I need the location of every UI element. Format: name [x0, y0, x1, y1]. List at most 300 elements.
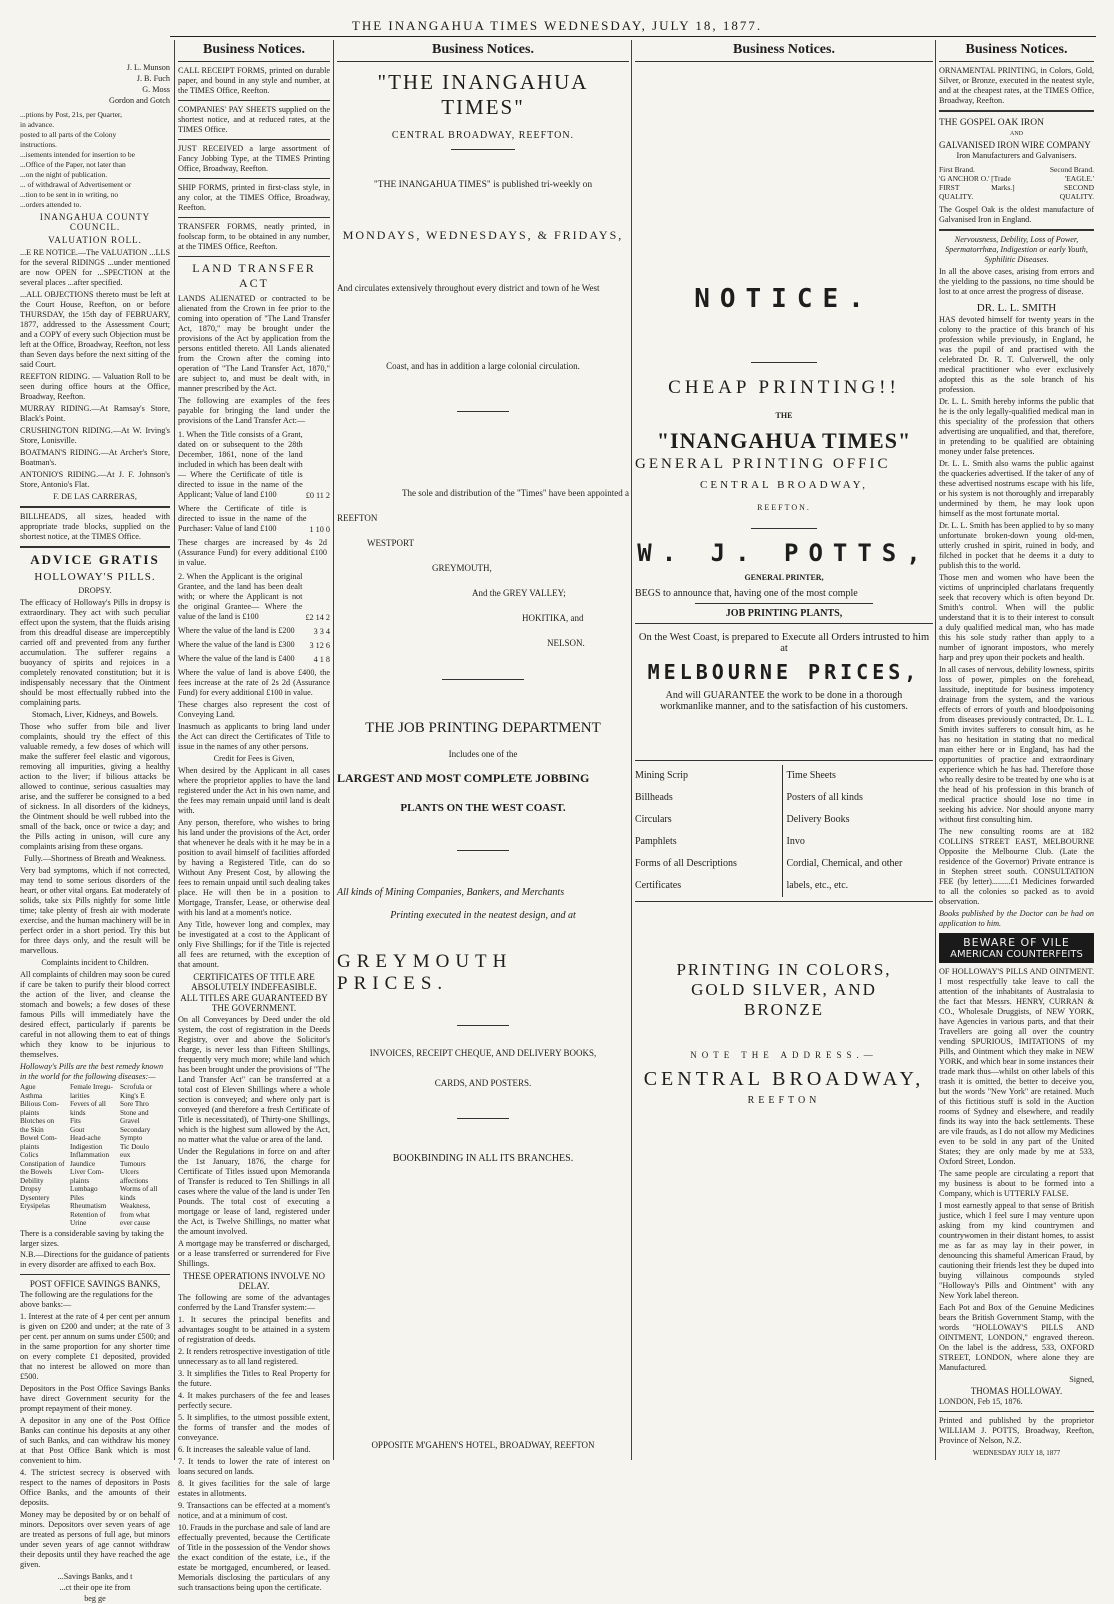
terms-line: in advance.: [20, 120, 55, 129]
disease-cell: Gout: [70, 1125, 85, 1134]
divider: [457, 411, 510, 412]
land-text: LANDS ALIENATED or contracted to be alienated from the Crown in fee prior to the coming into operation of "The Land Transfer Act, 1870," may be brought under the provisions of the Act by application from the persons entitled thereto. All Lands alienated from the Crown after the coming into operation of "The Land Transfer Act, 1870," are subject to, and must be dealt with, in manner prescribed by the Act.: [178, 294, 330, 393]
product-item: Invo: [786, 836, 805, 847]
product-item: Mining Scrip: [635, 770, 689, 781]
disease-cell: King's E: [120, 1091, 145, 1100]
col1-footer: [20, 1572, 170, 1604]
beware-line-1: BEWARE OF VILE: [963, 936, 1070, 949]
masthead: [0, 0, 1114, 40]
disease-cell: Asthma: [20, 1091, 43, 1100]
riding-line: CRUSHINGTON RIDING.—At W. Irving's Store, Lonisville.: [20, 426, 170, 445]
each-pot-text: Each Pot and Box of the Genuine Medicines bears the British Government Stamp, with the words "HOLLOWAY'S PILLS AND OINTMENT, LONDON," engraved thereon. On the label is the address, 533, OXFORD STREET, LONDON, where alone they are Manufactured.: [939, 1303, 1094, 1372]
fee-description: Where the value of the land is £300: [178, 640, 295, 649]
under-text: Under the Regulations in force on and after the 1st January, 1876, the charge for Certificate of Titles issued upon Memoranda of Transfer is reduced to Ten Shillings in all cases where the value of the land is under Ten Pounds. The total cost of executing a mortgage or lease of land, registered under the Act, is Twelve Shillings, no matter what the amount involved.: [178, 1147, 330, 1236]
brand-left-line: 'G ANCHOR O.': [939, 174, 990, 183]
disease-row: [20, 1109, 170, 1118]
product-item: Certificates: [635, 880, 682, 891]
gospel-oak-and: AND: [1010, 131, 1023, 137]
disease-cell: Ulcers: [120, 1168, 139, 1176]
the-text: THE: [775, 411, 793, 420]
agent-line: WESTPORT: [367, 538, 414, 548]
cert-title: CERTIFICATES OF TITLE ARE ABSOLUTELY INDEFEASIBLE.: [191, 972, 317, 992]
footer-line: ...Savings Banks, and t: [57, 1571, 133, 1581]
posb-text: The following are the regulations for the above banks:—: [20, 1289, 153, 1309]
fee-row: [178, 502, 330, 536]
disease-row: [20, 1143, 170, 1152]
divider: [20, 506, 170, 508]
disease-cell: Dysentery: [20, 1193, 50, 1202]
disease-cell: plaints: [20, 1142, 40, 1151]
disease-cell: Retention of: [70, 1210, 106, 1219]
wednesday-date: WEDNESDAY JULY 18, 1877: [972, 1449, 1061, 1457]
business-notices-header: Business Notices.: [178, 40, 330, 62]
brand-left-line: First Brand.: [939, 165, 975, 174]
trade-marks: [939, 165, 1094, 201]
disease-cell: Bilious Com-: [20, 1100, 59, 1108]
disease-cell: Liver Com-: [70, 1168, 104, 1176]
posb-list: [20, 1312, 170, 1570]
business-notices-header: Business Notices.: [635, 40, 933, 62]
advantage-item: 9. Transactions can be effected at a moment's notice, and at a minimum of cost.: [178, 1501, 330, 1520]
dr-smith-p4: Dr. L. L. Smith has been applied to by so many unfortunate broken-down young old-men, utterly crushed in spirit, ruined in body, and filched in pocket that he deems it a duty to publish this to the world.: [939, 521, 1094, 570]
divider: [178, 256, 330, 257]
column-rule: [631, 40, 632, 1460]
holloway-counterfeit-text: OF HOLLOWAY'S PILLS AND OINTMENT. I most respectfully take leave to call the attention of the inhabitants of Australasia to the fact that Messrs. HENRY, CURRAN & CO., Wholesale Druggists, of NEW YORK, have Agencies in various parts, and that their Travellers are going all over the country vending SPURIOUS, IMITATIONS of my Pills, and Ointment which they make in NEW YORK, and which bear in some instances their trade mark thus—whilst on other labels of this trash it is omitted, the better to deceive you, but the words "New York" are retained. Much of this fictitious stuff is sold in the Auction rooms of Sydney and elsewhere, and readily finds its way into the back settlements. These are vile frauds, as I do not allow my Medicines even to be sold in any part of the United States; they are only made by me at 533, Oxford Street, London.: [939, 967, 1094, 1166]
invoices-text: INVOICES, RECEIPT CHEQUE, AND DELIVERY BOOKS,: [369, 1048, 597, 1058]
bookbinding-text: BOOKBINDING IN ALL ITS BRANCHES.: [392, 1153, 574, 1164]
stomach-text: Those who suffer from bile and liver complaints, should try the effect of this valuable remedy, a few doses of which will make the sufferer feel elastic and vigorous, removing all impurities, giving a healthy action to the liver; if bilious attacks be allowed to continue, serious casualties may arise, and the sufferer be consigned to a bed of sickness. In all disorders of the kidneys, the Ointment should be well rubbed into the small of the back, once or twice a day; and the Pills acting in unison, will cure any complaints arising from these organs.: [20, 722, 170, 851]
disease-cell: Debility: [20, 1176, 44, 1185]
gospel-oak-3: Iron Manufacturers and Galvanisers.: [956, 151, 1077, 160]
disease-cell: eux: [120, 1151, 131, 1159]
terms-line: ...orders attended to.: [20, 200, 82, 209]
disease-cell: Fevers of all: [70, 1100, 106, 1108]
fee-row: [178, 570, 330, 624]
fee-row: [178, 652, 330, 666]
advantage-item: 6. It increases the saleable value of land.: [178, 1445, 311, 1454]
reefton-2: REEFTON: [747, 1095, 821, 1106]
divider: [20, 1274, 170, 1275]
any-title-text: Any Title, however long and complex, may be investigated at a cost to the Applicant of only Five Shillings; for if the Title is rejected all fees are returned, with the exception of that amount.: [178, 920, 330, 969]
gospel-oak-text: The Gospel Oak is the oldest manufacture of Galvanised Iron in England.: [939, 205, 1094, 224]
agent-line: REEFTON: [337, 513, 378, 523]
inangahua-times-title: "INANGAHUA TIMES": [656, 428, 912, 453]
product-list-right: [783, 765, 934, 897]
disease-cell: Blotches on: [20, 1117, 55, 1125]
fee-description: 1. When the Title consists of a Grant, dated on or subsequent to the 28th December, 1861, none of the land included in which has been dealt with— Where the Certificate of title is directed to issue in the name of the Applicant; Value of land £100: [178, 430, 303, 499]
nb-text: N.B.—Directions for the guidance of patients in every disorder are affixed to each Box.: [20, 1249, 170, 1269]
riding-line: MURRAY RIDING.—At Ramsay's Store, Black's Point.: [20, 404, 170, 423]
dr-smith-title: DR. L. L. SMITH: [976, 302, 1057, 314]
terms-line: posted to all parts of the Colony: [20, 130, 117, 139]
brand-right-line: 'EAGLE.': [1064, 174, 1094, 183]
call-receipt-ad: CALL RECEIPT FORMS, printed on durable paper, and bound in any style and number, at the TIMES Office, Reefton.: [178, 66, 330, 95]
mortgage-text: A mortgage may be transferred or discharged, or a lease transferred or surrendered for Five Shillings.: [178, 1239, 330, 1268]
diseases-table: [20, 1083, 170, 1228]
begs-text: BEGS to announce that, having one of the most comple: [635, 588, 858, 599]
gospel-oak-1: THE GOSPEL OAK IRON: [939, 118, 1044, 128]
fee-amount: 1 10 0: [309, 525, 330, 534]
operations-title: THESE OPERATIONS INVOLVE NO DELAY.: [183, 1271, 325, 1291]
companies-ad: COMPANIES' PAY SHEETS supplied on the shortest notice, and at reduced rates, at the TIMES Office.: [178, 105, 330, 134]
terms-line: ...tion to be sent in in writing, no: [20, 190, 119, 199]
dr-smith-p2: Dr. L. L. Smith hereby informs the public that he is the only legally-qualified medical man in this speciality of the profession that others advertising are unqualified, and that, therefore, in pretending to be qualified are obtaining money under false pretences.: [939, 397, 1094, 456]
fee-row: [178, 536, 330, 570]
divider: [939, 1411, 1094, 1412]
general-printing: GENERAL PRINTING OFFIC: [635, 456, 891, 472]
disease-cell: Dropsy: [20, 1185, 42, 1193]
fee-description: Where the value of the land is £400: [178, 654, 295, 663]
disease-cell: plaints: [20, 1108, 40, 1117]
disease-cell: kinds: [70, 1108, 86, 1117]
riding-line: REEFTON RIDING. — Valuation Roll to be seen during office hours at the Office, Broadway, Reefton.: [20, 372, 170, 401]
dropsy-heading: DROPSY.: [78, 586, 112, 595]
nervous-text: In all the above cases, arising from errors and the yielding to the passions, no time should be lost to at once arrest the progress of disease.: [939, 267, 1094, 296]
guarantee-text: And will GUARANTEE the work to be done in a thorough workmanlike manner, and to the satisfaction of his customers.: [660, 690, 908, 712]
divider: [635, 901, 933, 902]
agent-line: GREYMOUTH,: [432, 563, 492, 573]
billheads-ad: BILLHEADS, all sizes, headed with appropriate trade blocks, supplied on the shortest notice, at the TIMES Office.: [20, 512, 170, 541]
fee-amount: 3 3 4: [313, 627, 330, 636]
staff-line: J. L. Munson: [126, 63, 170, 72]
melbourne-prices: MELBOURNE PRICES,: [647, 660, 921, 684]
credit-text: When desired by the Applicant in all cases where the proprietor applies to have the land registered under the Act in his own name, and the fees may remain unpaid until land is dealt with.: [178, 766, 330, 815]
terms-line: ...isements intended for insertion to be: [20, 150, 135, 159]
dr-smith-p8: Books published by the Doctor can be had on application to him.: [939, 909, 1094, 928]
product-item: Billheads: [635, 792, 673, 803]
fee-row: [178, 638, 330, 652]
disease-row: [20, 1117, 170, 1126]
printing-colors: PRINTING IN COLORS, GOLD SILVER, AND BRONZE: [676, 960, 892, 1019]
plants-text: PLANTS ON THE WEST COAST.: [400, 802, 566, 814]
complaints-text: All complaints of children may soon be cured if care be taken to purify their blood correct the action of the liver, and cleanse the stomach and bowels; a few doses of these famous Pills will immediately have the desired effect, particularly if parents be careful in not allowing them to eat of things which they know to be injurious to themselves.: [20, 970, 170, 1059]
greymouth-prices: GREYMOUTH PRICES.: [337, 951, 513, 994]
disease-cell: Rheumatism: [70, 1202, 107, 1210]
notice-title: NOTICE.: [694, 284, 874, 314]
disease-row: [20, 1160, 170, 1169]
disease-row: [20, 1219, 170, 1228]
gospel-oak-2: GALVANISED IRON WIRE COMPANY: [939, 140, 1091, 150]
disease-cell: Ague: [20, 1083, 36, 1091]
disease-cell: Stone and: [120, 1108, 149, 1117]
column-4: [635, 40, 933, 1460]
all-kinds-text: All kinds of Mining Companies, Bankers, and Merchants: [337, 887, 565, 898]
central-broadway: CENTRAL BROADWAY,: [700, 479, 868, 491]
product-item: Forms of all Descriptions: [635, 858, 737, 869]
disease-row: [20, 1126, 170, 1135]
product-item: Circulars: [635, 814, 672, 825]
disease-cell: Head-ache: [70, 1134, 101, 1142]
product-lists: [635, 765, 933, 897]
agent-line: HOKITIKA, and: [522, 613, 584, 623]
advantages-list: [178, 1315, 330, 1593]
disease-cell: Constipation of: [20, 1159, 65, 1168]
fee-description: Where the Certificate of title is directed to issue in the name of the Purchaser: Value of land £100: [178, 504, 307, 533]
disease-cell: from what: [120, 1210, 150, 1219]
column-rule: [935, 40, 936, 1460]
central-broadway-2: CENTRAL BROADWAY,: [643, 1068, 925, 1090]
inasmuch-text: Inasmuch as applicants to bring land under the Act can direct the Certificates of Title to issue in the names of any other persons.: [178, 722, 330, 751]
business-notices-header: Business Notices.: [939, 40, 1094, 62]
riding-line: BOATMAN'S RIDING.—At Archer's Store, Boatman's.: [20, 448, 170, 467]
fully-heading: Fully.—Shortness of Breath and Weakness.: [24, 854, 166, 863]
column-3: [337, 40, 629, 1460]
holloway-signature: THOMAS HOLLOWAY.: [970, 1386, 1063, 1396]
disease-cell: Secondary: [120, 1125, 151, 1134]
disease-row: [20, 1211, 170, 1220]
guaranteed-title: ALL TITLES ARE GUARANTEED BY THE GOVERNMENT.: [180, 993, 328, 1013]
disease-row: [20, 1083, 170, 1092]
posb-item: Money may be deposited by or on behalf of minors. Depositors over seven years of age are treated as persons of full age, but minors under seven years of age cannot withdraw their deposits until they have reached the age given.: [20, 1509, 170, 1569]
printed-by-text: Printed and published by the proprietor WILLIAM J. POTTS, Broadway, Reefton, Province of Nelson, N.Z.: [939, 1416, 1094, 1445]
divider: [751, 528, 817, 529]
divider: [635, 760, 933, 761]
includes-text: Includes one of the: [448, 749, 518, 759]
dr-smith-p5: Those men and women who have been the victims of unprincipled charlatans frequently seek that recovery which is often beyond Dr. Smith's control. When will the public understand that it is to their interest to consult a duly qualified medical man, who has made this his sole study rather than apply to a number of ignorant impostors, who merely harp and prey upon their pockets and health.: [939, 573, 1094, 662]
advantage-item: 5. It simplifies, to the utmost possible extent, the forms of transfer and the modes of conveyance.: [178, 1413, 330, 1442]
column-5: [939, 40, 1094, 1460]
agent-line: And the GREY VALLEY;: [472, 588, 566, 598]
fully-text: Very bad symptoms, which if not corrected, may tend to some serious disorders of the heart, or other vital organs. Eat moderately of solids, take six Pills nightly for some little time; take plenty of fresh air with moderate exercise, and the human machinery will be in perfect order in a short period. Try this but for three days only, and the result will be marvellous.: [20, 866, 170, 955]
trade-marks-label: [Trade Marks.]: [991, 174, 1015, 192]
advantage-item: 4. It makes purchasers of the fee and leases perfectly secure.: [178, 1391, 330, 1410]
cheap-printing: CHEAP PRINTING!!: [668, 377, 900, 398]
valuation-text: ...E RE NOTICE.—The VALUATION ...LLS for the several RIDINGS ...under mentioned are now OPEN for ...SPECTION at the several places ...after specified.: [20, 248, 170, 287]
divider: [457, 1118, 510, 1119]
divider: [457, 1025, 510, 1026]
brand-right-line: SECOND QUALITY.: [1059, 183, 1094, 201]
objections-text: ...ALL OBJECTIONS thereto must be left at the Court House, Reefton, on or before THURSDAY, the 15th day of FEBRUARY, 1877, addressed to the Assessment Court; and a COPY of every such Objection must be left at the Office, Broadway, Reefton, not less than Seven days before the next sitting of the said Court.: [20, 290, 170, 369]
disease-cell: Female Irregu-: [70, 1083, 113, 1091]
advantage-item: 7. It tends to lower the rate of interest on loans secured on lands.: [178, 1457, 330, 1476]
divider: [178, 139, 330, 140]
holloway-title: HOLLOWAY'S PILLS.: [34, 571, 156, 583]
credit-heading: Credit for Fees is Given,: [213, 754, 295, 763]
terms-line: ... of withdrawal of Advertisement or: [20, 180, 132, 189]
ship-forms-ad: SHIP FORMS, printed in first-class style, in any color, at the TIMES Office, Broadway, Reefton.: [178, 183, 330, 212]
disease-cell: [20, 1219, 70, 1228]
disease-cell: Erysipelas: [20, 1202, 50, 1210]
saving-text: There is a considerable saving by taking the larger sizes.: [20, 1228, 164, 1248]
dr-smith-p6: In all cases of nervous, debility lowness, spirits loss of power, pimples on the forehead, lassitude, ineptitude for business impotency drainage from the system, and the various effects of errors of youth and bloodpoisoning from diseases previously contracted, Dr. L. L. Smith invites sufferers to consult him, as he has no hesitation in stating that no medical man either here or in England, has had the opportunities of practice and extraordinary experience which he has had. Therefore those who really desire to be treated by one who is at the head of his profession in this branch of medical practice should lose no time in seeking his advice. Nor should anyone marry without first consulting him.: [939, 665, 1094, 824]
divider: [442, 679, 524, 680]
brand-left-line: FIRST QUALITY.: [939, 183, 974, 201]
staff-line: G. Moss: [142, 85, 170, 94]
disease-row: [20, 1151, 170, 1160]
disease-row: [20, 1092, 170, 1101]
disease-cell: kinds: [120, 1193, 136, 1202]
masthead-rule: [170, 36, 1096, 37]
disease-cell: Tumours: [120, 1159, 146, 1168]
terms-line: ...Office of the Paper, not later than: [20, 160, 126, 169]
brand-right: [1033, 165, 1094, 201]
potts-name: W. J. POTTS,: [637, 539, 931, 567]
signed-carreras: F. DE LAS CARRERAS,: [53, 492, 137, 501]
where-text: Where the value of land is above £400, the fees increase at the rate of 2s 2d (Assurance Fund) for every additional £100 in value.: [178, 668, 330, 697]
product-item: Cordial, Chemical, and other: [786, 858, 903, 869]
disease-cell: Jaundice: [70, 1159, 96, 1168]
just-received-ad: JUST RECEIVED a large assortment of Fancy Jobbing Type, at the TIMES Printing Office, Broadway, Reefton.: [178, 144, 330, 173]
disease-cell: larities: [70, 1091, 90, 1100]
london-date: LONDON, Feb 15, 1876.: [939, 1397, 1023, 1406]
disease-cell: Fits: [70, 1117, 81, 1125]
agents-list: [337, 506, 629, 655]
disease-cell: Indigestion: [70, 1142, 103, 1151]
agent-line: NELSON.: [547, 638, 585, 648]
operations-text: The following are some of the advantages conferred by the Land Transfer system:—: [178, 1293, 330, 1312]
divider: [20, 546, 170, 548]
disease-cell: plaints: [70, 1176, 90, 1185]
disease-cell: Tic Doulo: [120, 1142, 150, 1151]
same-people-text: The same people are circulating a report that my business is about to be formed into a Company, which is UTTERLY FALSE.: [939, 1169, 1094, 1198]
staff-list: [20, 63, 170, 106]
divider: [695, 603, 874, 604]
job-plants-text: JOB PRINTING PLANTS,: [725, 608, 843, 619]
disease-cell: Sore Thro: [120, 1100, 149, 1108]
product-item: Pamphlets: [635, 836, 677, 847]
fees-table: [178, 428, 330, 666]
brand-left: [939, 165, 991, 201]
disease-cell: Piles: [70, 1193, 84, 1202]
land-transfer-title: LAND TRANSFER ACT: [192, 261, 316, 290]
transfer-forms-ad: TRANSFER FORMS, neatly printed, in foolscap form, to be obtained in any number, at the TIMES Office, Reefton.: [178, 222, 330, 251]
disease-cell: [20, 1211, 70, 1220]
column-rule: [333, 40, 334, 1460]
these-charges-text: These charges also represent the cost of Conveying Land.: [178, 700, 330, 719]
disease-row: [20, 1185, 170, 1194]
product-item: Time Sheets: [786, 770, 836, 781]
job-printing-title: THE JOB PRINTING DEPARTMENT: [365, 720, 601, 736]
general-printer: GENERAL PRINTER,: [744, 573, 824, 582]
guaranteed-text: On all Conveyances by Deed under the old system, the cost of registration in the Deeds Registry, over and above the Solicitor's charge, is never less than Fifteen Shillings, frequently very much more; while land which has been brought under the provisions of "The Land Transfer Act" can be transferred at a total cost of Eleven Shillings where a whole section is conveyed; and where only part is conveyed (and therefore a fresh Certificate of Title is necessitated), of Thirty-one Shillings, which is the highest sum allowed by the Act, no matter what the value or area of the land.: [178, 1015, 330, 1144]
times-address: CENTRAL BROADWAY, REEFTON.: [391, 130, 575, 141]
divider: [457, 850, 510, 851]
disease-row: [20, 1134, 170, 1143]
fee-amount: £2 14 2: [305, 613, 330, 622]
divider: [635, 623, 933, 624]
beware-line-2: AMERICAN COUNTERFEITS: [950, 949, 1083, 960]
disease-row: [20, 1202, 170, 1211]
business-notices-header: Business Notices.: [337, 40, 629, 62]
note-address: NOTE THE ADDRESS.—: [690, 1050, 878, 1060]
posb-item: A depositor in any one of the Post Office Banks can continue his deposits at any other of such Banks, and can withdraw his money at that Post Office Bank which is most convenient to him.: [20, 1415, 170, 1465]
disease-cell: Lumbago: [70, 1185, 98, 1193]
fee-description: These charges are increased by 4s 2d (Assurance Fund) for every additional £100 in value.: [178, 538, 327, 567]
fee-amount: £0 11 2: [305, 491, 330, 500]
disease-row: [20, 1177, 170, 1186]
ornamental-printing-ad: ORNAMENTAL PRINTING, in Colors, Gold, Silver, or Bronze, executed in the neatest style, and at the cheapest rates, at the TIMES Office, Broadway, Reefton.: [939, 66, 1094, 105]
divider: [178, 100, 330, 101]
fee-amount: 4 1 8: [313, 655, 330, 664]
disease-cell: Weakness,: [120, 1202, 151, 1210]
disease-cell: ever cause: [120, 1219, 151, 1227]
column-rule: [174, 40, 175, 1460]
masthead-title: THE INANGAHUA TIMES WEDNESDAY, JULY 18, 1877.: [351, 18, 763, 33]
disease-cell: Worms of all: [120, 1185, 158, 1193]
dr-smith-p7: The new consulting rooms are at 182 COLLINS STREET EAST, MELBOURNE Opposite the Melbourne Club. (Late the residence of the Governor) Private entrance is in Stephen street south. CONSULTATION FEE (by letter).........£1 Medicines forwarded to all the colonies so packed as to avoid observation.: [939, 827, 1094, 906]
advantage-item: 2. It renders retrospective investigation of title unnecessary as to all land registered.: [178, 1347, 330, 1366]
advantage-item: 3. It simplifies the Titles to Real Property for the future.: [178, 1369, 330, 1388]
council-title: INANGAHUA COUNTY COUNCIL.: [39, 212, 151, 232]
fee-row: [178, 624, 330, 638]
sole-text: The sole and distribution of the "Times" have been appointed a: [402, 488, 629, 498]
fee-row: [178, 428, 330, 502]
circulates-text: And circulates extensively throughout every district and town of he West: [337, 283, 600, 293]
fee-description: 2. When the Applicant is the original Grantee, and the land has been dealt with; or where the Applicant is not the original Grantee— Where the value of the land is £100: [178, 572, 303, 621]
riding-line: ANTONIO'S RIDING.—At J. F. Johnson's Store, Antonio's Flat.: [20, 470, 170, 489]
disease-cell: Inflammation: [70, 1151, 110, 1159]
terms-line: ...ptions by Post, 21s, per Quarter,: [20, 110, 122, 119]
dropsy-text: The efficacy of Holloway's Pills in dropsy is extraordinary. They act with such peculiar effect upon the system, that the fluids arising from this dreadful disease are imperceptibly carried off and prevented from any further accumulation. The sufferer regains a buoyancy of spirits and rejoices in a completely renovated constitution; but it is indispensably necessary that the Ointment should be most effectually rubbed into the complaining parts.: [20, 598, 170, 707]
ridings-list: [20, 372, 170, 490]
fee-description: Where the value of the land is £200: [178, 626, 295, 635]
disease-cell: the Skin: [20, 1125, 44, 1134]
column-1: [20, 40, 170, 1603]
valuation-title: VALUATION ROLL.: [48, 235, 142, 245]
divider: [939, 229, 1094, 231]
complaints-heading: Complaints incident to Children.: [41, 958, 149, 967]
times-title: "THE INANGAHUA TIMES": [377, 70, 589, 119]
opposite-text: OPPOSITE M'GAHEN'S HOTEL, BROADWAY, REEFTON: [371, 1440, 595, 1450]
posb-item: 1. Interest at the rate of 4 per cent per annum is given on £200 and under; at the rate of 3 per cent. per annum on sums under £500; and in the same proportion for any shorter time on every complete £1 deposited, provided that no interest be allowed on more than £500.: [20, 1311, 170, 1381]
disease-cell: Bowel Com-: [20, 1134, 57, 1142]
stomach-heading: Stomach, Liver, Kidneys, and Bowels.: [31, 710, 159, 719]
advice-gratis: ADVICE GRATIS: [30, 552, 160, 567]
disease-cell: Scrofula or: [120, 1083, 153, 1091]
disease-cell: the Bowels: [20, 1168, 53, 1176]
remedy-text: Holloway's Pills are the best remedy known in the world for the following diseases:—: [20, 1062, 164, 1081]
product-item: labels, etc., etc.: [786, 880, 849, 891]
terms-line: ...on the night of publication.: [20, 170, 108, 179]
beware-banner: [939, 933, 1094, 963]
largest-text: LARGEST AND MOST COMPLETE JOBBING: [337, 771, 590, 785]
staff-line: J. B. Fuch: [136, 74, 170, 83]
disease-row: [20, 1168, 170, 1177]
fee-amount: 3 12 6: [309, 641, 330, 650]
product-item: Posters of all kinds: [786, 792, 863, 803]
printing-executed-text: Printing executed in the neatest design, and at: [390, 910, 576, 921]
examples-text: The following are examples of the fees payable for bringing the land under the provisions of the Land Transfer Act:—: [178, 396, 330, 425]
column-2: [178, 40, 330, 1592]
published-text: "THE INANGAHUA TIMES" is published tri-weekly on: [373, 180, 593, 190]
footer-line: beg ge: [84, 1593, 106, 1603]
posb-title: POST OFFICE SAVINGS BANKS,: [29, 1278, 161, 1289]
advantage-item: 1. It secures the principal benefits and advantages sought to be attained in a system of registration of deeds.: [178, 1315, 330, 1344]
divider: [939, 110, 1094, 112]
nervous-heading: Nervousness, Debility, Loss of Power, Spermatorrhœa, Indigestion or early Youth, Syphilitic Diseases.: [945, 235, 1088, 264]
reefton-text: REEFTON.: [757, 503, 811, 512]
product-list-left: [635, 765, 783, 897]
appeal-text: I most earnestly appeal to that sense of British justice, which I feel sure I may venture upon asking from my kind countrymen and countrywomen in their distant homes, to assist me as far as may lay in their power, in denouncing this shameful American Fraud, by cautioning their friends lest they be duped into buying villainous compounds styled "Holloway's Pills and Ointment" with any New York label thereon.: [939, 1201, 1094, 1300]
dr-smith-p3: Dr. L. L. Smith also warns the public against the quackeries advertised. If the taker of any of these advertised nostrums escape with his life, or his system is not thoroughly and irreparably undermined by them, he may look upon himself as the most fortunate mortal.: [939, 459, 1094, 518]
product-item: Delivery Books: [786, 814, 850, 825]
staff-line: Gordon and Gotch: [109, 96, 170, 105]
posb-item: Depositors in the Post Office Savings Banks have direct Government security for the prompt repayment of their money.: [20, 1383, 170, 1413]
posb-item: 4. The strictest secrecy is observed with respect to the names of depositors in Posts Office Banks, and the amounts of their deposits.: [20, 1467, 170, 1507]
coast-text: Coast, and has in addition a large colonial circulation.: [386, 361, 580, 371]
divider: [451, 149, 515, 150]
cards-text: CARDS, AND POSTERS.: [434, 1078, 532, 1088]
disease-cell: affections: [120, 1176, 149, 1185]
divider: [751, 362, 817, 363]
days-text: MONDAYS, WEDNESDAYS, & FRIDAYS,: [342, 228, 624, 242]
brand-right-line: Second Brand.: [1049, 165, 1094, 174]
west-coast-text: On the West Coast, is prepared to Execute all Orders intrusted to him at: [638, 632, 930, 654]
divider: [178, 178, 330, 179]
disease-cell: Colics: [20, 1151, 39, 1159]
advantage-item: 8. It gives facilities for the sale of large estates in allotments.: [178, 1479, 330, 1498]
advantage-item: 10. Frauds in the purchase and sale of land are effectually prevented, because the Certificate of Title in the possession of the Vendor shows the exact condition of the estate, i.e., if the estate be mortgaged, encumbered, or leased. Memorials disclosing the particulars of any such transactions being upon the certificate.: [178, 1523, 330, 1592]
